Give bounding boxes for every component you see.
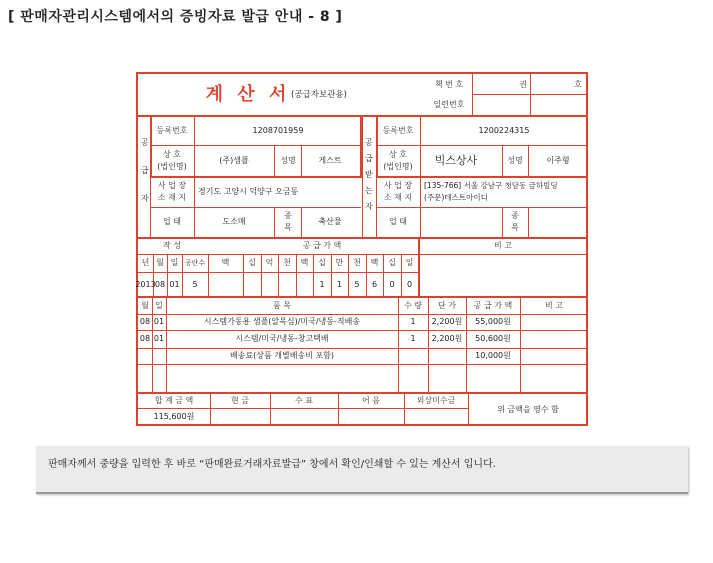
items-header-month: 월	[141, 301, 149, 310]
ho-label: 호	[574, 80, 582, 89]
item-0-amount: 55,000원	[475, 317, 511, 326]
supplier-name: (주)샘플	[219, 156, 249, 165]
invoice-subtitle: (공급자보관용)	[291, 90, 347, 100]
summary-val-10: 1	[336, 280, 343, 289]
receiver-item-label-1: 종	[511, 211, 519, 220]
summary-val-3: 5	[192, 280, 198, 289]
receiver-item-label-2: 목	[511, 223, 519, 232]
supplier-addr: 경기도 고양시 덕양구 오금동	[198, 187, 299, 196]
book-no-label: 책 번 호	[434, 80, 464, 89]
summary-col-3: 공란수	[184, 259, 206, 267]
item-1-qty: 1	[410, 334, 416, 343]
receiver-side-4: 는	[365, 186, 373, 195]
summary-val-11: 5	[354, 280, 360, 289]
footer-total: 115,600원	[153, 412, 195, 421]
supplier-addr-label-2: 소 재 지	[157, 193, 187, 202]
item-0-qty: 1	[410, 317, 416, 326]
footer-bill: 어 음	[362, 396, 380, 405]
items-header-amount: 공 급 가 액	[473, 301, 513, 310]
serial-no-label: 일련번호	[433, 100, 465, 109]
supplier-biz: 도소매	[222, 217, 246, 226]
receiver-name: 빅스상사	[434, 154, 478, 167]
invoice-form	[136, 72, 588, 426]
supplier-biz-label: 업 태	[163, 217, 181, 226]
summary-col-11: 천	[353, 258, 361, 267]
supplier-name-label-1: 상 호	[163, 150, 181, 159]
items-header-price: 단 가	[438, 301, 456, 310]
summary-col-7: 천	[283, 258, 291, 267]
receiver-rep-label: 성명	[507, 156, 523, 165]
receiver-biz-label: 업 태	[389, 217, 407, 226]
supplier-item-label-1: 종	[284, 211, 292, 220]
summary-col-12: 백	[370, 258, 379, 267]
items-header-note: 비 고	[545, 301, 563, 310]
summary-note-header: 비 고	[494, 241, 512, 250]
supplier-name-label-2: (법인명)	[157, 162, 187, 171]
summary-val-9: 1	[319, 280, 325, 289]
supplier-reg-no: 1208701959	[252, 126, 304, 135]
item-2-name: 배송료(상품 개별배송비 포함)	[229, 351, 335, 360]
summary-col-14: 일	[405, 258, 414, 267]
item-1-price: 2,200원	[431, 334, 463, 343]
summary-col-13: 십	[388, 258, 396, 267]
receiver-side-5: 자	[365, 202, 373, 211]
footer-credit: 외상미수금	[416, 396, 456, 405]
summary-val-12: 6	[371, 280, 378, 289]
receiver-side-2: 급	[365, 154, 373, 163]
item-0-name: 시스템가동용 샘플(알목심)/미국/냉동-직배송	[203, 317, 361, 326]
supplier-side-2: 급	[141, 166, 149, 175]
item-2-amount: 10,000원	[475, 351, 511, 360]
summary-col-0: 년	[141, 258, 150, 267]
summary-val-14: 0	[406, 280, 413, 289]
items-header-qty: 수 량	[404, 301, 422, 310]
supplier-reg-no-label: 등록번호	[156, 126, 188, 135]
summary-col-4: 백	[221, 258, 230, 267]
items-header-item: 품 목	[273, 301, 291, 310]
summary-val-13: 0	[389, 280, 395, 289]
summary-amount-header: 공 급 가 액	[302, 241, 342, 250]
supplier-rep-label: 성명	[280, 156, 296, 165]
item-1-name: 시스템/미국/냉동-창고택배	[235, 334, 329, 343]
page-title: [ 판매자관리시스템에서의 증빙자료 발급 안내 - 8 ]	[8, 9, 343, 25]
invoice-title: 계 산 서	[205, 84, 291, 105]
item-0-day: 01	[153, 317, 165, 326]
receiver-rep: 이주형	[546, 156, 570, 165]
footer-cash: 현 금	[231, 396, 249, 405]
receiver-addr-1: [135-766] 서울 강남구 청담동 금하빌딩	[424, 181, 558, 190]
receiver-reg-no-label: 등록번호	[382, 126, 414, 135]
summary-col-10: 만	[335, 258, 344, 267]
banner-text: 판매자께서 중량을 입력한 후 바로 “판매완료거래자료발급” 창에서 확인/인쇄할 수 있는 계산서 입니다.	[48, 459, 496, 470]
summary-val-1: 08	[154, 280, 166, 289]
gwon-label: 권	[519, 80, 527, 89]
info-banner	[36, 446, 688, 494]
summary-col-8: 백	[300, 258, 309, 267]
supplier-item: 축산물	[318, 217, 342, 226]
summary-val-0: 2013	[135, 280, 156, 289]
supplier-addr-label-1: 사 업 장	[157, 181, 187, 190]
receiver-reg-no: 1200224315	[478, 126, 530, 135]
receiver-addr-label-1: 사 업 장	[383, 181, 413, 190]
item-1-day: 01	[153, 334, 165, 343]
receiver-side-3: 받	[365, 170, 373, 179]
supplier-rep: 게스트	[318, 156, 342, 165]
supplier-side-1: 공	[141, 138, 149, 147]
summary-date-header: 작 성	[163, 241, 181, 250]
item-0-price: 2,200원	[431, 317, 463, 326]
summary-col-5: 십	[248, 258, 256, 267]
summary-val-2: 01	[169, 280, 180, 289]
item-1-month: 08	[139, 334, 151, 343]
item-0-month: 08	[139, 317, 151, 326]
supplier-item-label-2: 목	[284, 223, 292, 232]
receiver-side-1: 공	[365, 138, 373, 147]
footer-total-label: 합 계 금 액	[154, 396, 194, 405]
footer-check: 수 표	[295, 396, 313, 405]
items-header-day: 일	[155, 301, 163, 310]
receiver-name-label-2: (법인명)	[383, 162, 413, 171]
summary-col-1: 월	[156, 258, 164, 267]
summary-col-6: 억	[265, 258, 274, 267]
supplier-side-3: 자	[141, 194, 149, 203]
receiver-addr-2: (주문)테스트아이디	[424, 193, 488, 202]
summary-col-9: 십	[318, 258, 326, 267]
receiver-addr-label-2: 소 재 지	[383, 193, 413, 202]
item-1-amount: 50,600원	[475, 334, 511, 343]
receiver-name-label-1: 상 호	[389, 150, 407, 159]
summary-col-2: 일	[170, 258, 179, 267]
footer-receipt-text: 위 금액을 영수 함	[497, 405, 559, 414]
